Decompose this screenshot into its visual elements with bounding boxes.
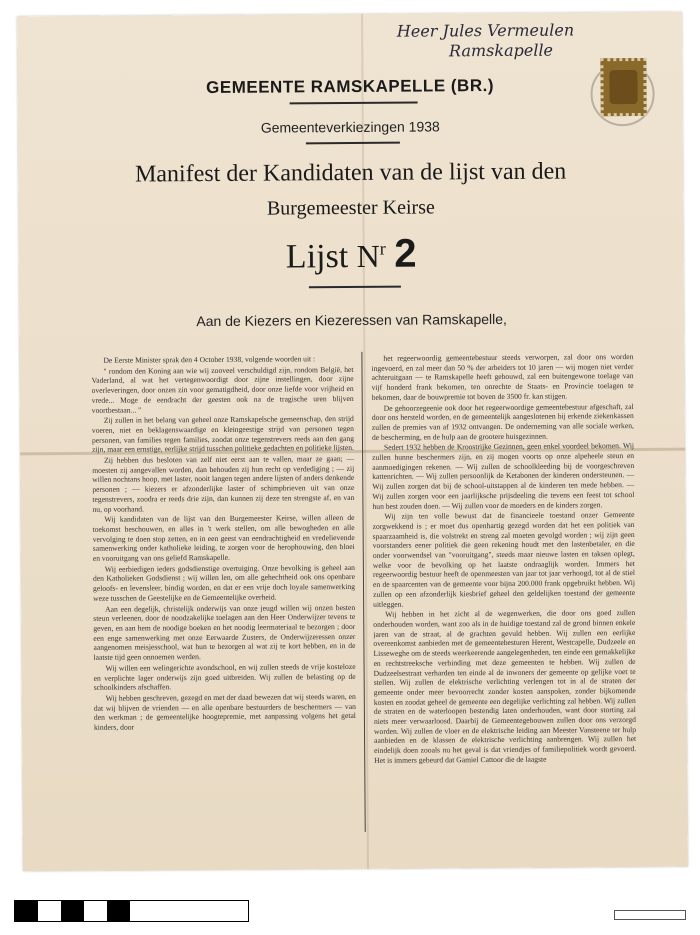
paragraph: het regeerwoordig gemeentebestuur steeds verworpen, zal door ons worden ingevoerd, en zal meer dan 50 % der arbeiders tot 10 jaren — wij mogen niet verder achteruitgaan — te Ramskapelle heeft gebouwd, zal een buitengewone toelage van vijf honderd frank bekomen, ten onrechte de Staats- en Provincie toelagen te bekomen, daar de bouwpremie tot boven de 3500 fr. kan stijgen. (371, 352, 634, 402)
paragraph: Wij willen een welingerichte avondschool, en wij zullen steeds de vrije kosteloze en verplichte lager onderwijs zijn goed uitbreiden. Wij zullen de belasting op de schoolkinders afschaffen. (93, 661, 356, 693)
paragraph: De gehoorzegeenie ook door het regeerwoordige gemeentebestuur afgeschaft, zal door ons hersteld worden, en de gemeentelijk aangeslotenen bij erkende ziekenkassen zullen de premies van af 1932 ontvangen. De onderneming van alle sociale werken, de bescherming, en de hulp aan de grootere huisgezinnen. (371, 401, 634, 442)
paragraph: Wij hebben geschreven, gezegd en met der daad bewezen dat wij steeds waren, en dat wij blijven de vrienden — en alle openbare bestuurders de beschermers — van den werkman ; de gemeentelijke hoogtepremie, met aanpassing volgens het getal kinders, door (93, 691, 356, 732)
title-rule (290, 102, 418, 105)
paragraph: Zij zullen in het belang van geheel onze Ramskapelsche gemeenschap, den strijd voeren, niet en beklagenswaardige en kleingeestige strijd van personen tegen personen, van families tegen families, zoodat onze tegenstrevers reeds aan den gang zijn, maar een ernstige, eerlijke strijd tusschen politieke gedachten en politieke lijsten. (91, 414, 355, 455)
paragraph: Aan een degelijk, christelijk onderwijs van onze jeugd willen wij onzen besten steun verleenen, door de noodzakelijke toelagen aan den Heer Onderwijzer tevens te geven, en aan hem de noodige boeken en het noodig leermateriaal te bezorgen ; door een enge samenwerking met onze Eerwaarde Zusters, de Onderwijzeressen onzer aangenomen meisjesschool, wat hun te bezorgen al wat zij te kort hebben, en in de laatste tijd geen onnoemen werden. (93, 602, 356, 662)
list-nr-sup: r (379, 238, 386, 259)
left-text-column (91, 354, 356, 834)
handwritten-address (397, 20, 575, 61)
list-nr: N (356, 237, 380, 274)
paragraph: De Eerste Minister sprak den 4 October 1938, volgende woorden uit : (103, 354, 316, 365)
paragraph: Wij zijn ten volle bewust dat de financieele toestand onzer Gemeente zorgwekkend is ; er moet dus openhartig gezegd worden dat het een politiek van spaarzaamheid is, die volstrekt en streng zal moeten gevolgd worden ; wij zijn geen voorstanders eener politiek die geen rekening houdt met den lastenbetaler, en die onder voorwendsel van "vooruitgang", steeds maar nieuwe lasten en taksen oplegt, welke voor de bevolking op het laatste ondraaglijk worden. Immers het regeerwoordig bestuur heeft de openmeesten van jaar tot jaar verhoogd, tot al de stiel en de spaarcenten van de gemeente voor bijna 200.000 frank opgebruikt hebben. Wij zullen op een afzonderlijk kiesbrief geheel den geldelijken toestand der gemeente uitleggen. (372, 510, 636, 609)
paragraph: Wij kandidaten van de lijst van den Burgemeester Keirse, willen alleen de toekomst beschouwen, en alles in 't werk stellen, om alle bewogheden en alle vervolging te doen stop zetten, en in een geest van eendrachtigheid en vredelievende samenwerking onder katholieke leiding, te zorgen voor de herophouwing, den bloei en vooruitgang van ons geliefd Ramskapelle. (92, 513, 355, 563)
mayor-heading: Burgemeester Keirse (266, 196, 435, 220)
paragraph: Wij hebben in het zicht al de wegenwerken, die door ons goed zullen onderhouden worden, want zoo als in de huidige toestand zal de grond binnen enkele jaren van de straat, al de grachten gevuld hebben. Wij zullen een eerlijke overeenkomst aanbieden met de gemeentebesturen Herent, Westcapelle, Dudzeele en Lisseweghe om de steeds weerkeerende aangelegenheden, ten einde een gemakkelijke en rechtstreeksche verbinding met deze gemeenten te hebben. Wij zullen de Dudzeelsestraat verharden ten einde al de inwoners der gemeente op gelijke voet te stellen. Wij zullen de elektrische verlichting verlengen tot in al de straten der gemeente onder meer bevoorrecht zonder kosten aanspoken, zonder bijkomende kosten en zoodat geheel de gemeente een degelijke verlichting zal hebben. Wij zullen de straten en de waterloopen bestendig laten onderhouden, want door storting zal niets meer verwaarloosd. Daarbij de Gemeentegebouwen zullen door ons verzorgd worden. Wij zullen de vloer en de elektrische leiding aan Meester Vansteene ter hulp aanbieden en de klassen de elektrische verlichting aanbrengen. Wij zullen het eindelijk doen zooals nu het geval is dat vriendjes of familiepolitiek wordt gevoerd. Het is immers gebeurd dat Gamiel Cattoor die de laagste (373, 608, 637, 765)
heading-rule (309, 286, 401, 289)
paragraph: " rondom den Koning aan wie wij zooveel verschuldigd zijn, rondom België, het Vaderland, al wat het vertegenwoordigt door zijne instellingen, door zijne overleveringen, door onzen zin voor gematigdheid, door onze liefde voor vrijheid en vrede... Moge de eendracht der geesten ook na de tragische uren blijven voortbestaan... " (91, 364, 354, 415)
handwriting-line-2: Ramskapelle (448, 40, 554, 61)
list-number-heading (19, 230, 684, 280)
list-prefix: Lijst (285, 238, 349, 276)
paragraph: Sedert 1932 hebben de Kroostrijke Gezinnen, geen enkel voordeel bekomen. Wij zullen hunne beschermers zijn, en zij mogen voorts op onze alpeheele steun en aanmoedigingen rekenen. — Wij zullen de schoolkleeding bij de voorgeschreven kattenrichten. — Wij zullen persoonlijk de Ketabonen der kinderen ondersteunen. — Wij zullen zorgen dat bij de school-uitstappen al de kinderen ten mede hebben. — Wij zullen zorgen voor een jaarlijksche prijsdeeling die tevens een feest tot school hun best zouden doen. — Wij zullen voor de moeders en de kinders zorgen. (372, 441, 635, 511)
paragraph: Zij hebben dus besloten van zelf niet eerst aan te vallen, maar ze gaan; — moesten zij aangevallen worden, dan behouden zij hun recht op verdediging ; — zij willen nochtans hoop, met laster, nooit langen tegen andere lijsten of anders denkende personen ; — kiezers er afzonderlijke laster of schimpbrieven uit van onze tegenstrevers, zoodra er reeds drie zijn, dan kunnen zij deze ten strengste af, en van nu, op voorhand. (92, 454, 355, 514)
subtitle-rule (306, 142, 400, 145)
list-number: 2 (394, 231, 417, 276)
handwriting-line-1: Heer Jules Vermeulen (396, 20, 575, 41)
paragraph: Wij eerbiedigen ieders godsdienstige overtuiging. Onze bevolking is geheel aan den Katholieken Godsdienst ; wij willen len, om alle gehechtheid ook ons openbare geloofs- en levensleer, bindig worden, en dat er een vrije doch loyale samenwerking weze tusschen de Geestelijke en de Gemeentelijke overheid. (92, 562, 356, 603)
scale-bar (14, 900, 249, 922)
right-text-column (371, 352, 636, 832)
archive-ruler (614, 910, 686, 920)
manifesto-sheet (17, 12, 688, 872)
municipality-title: GEMEENTE RAMSKAPELLE (BR.) (206, 76, 495, 98)
elections-subtitle: Gemeenteverkiezingen 1938 (260, 118, 440, 136)
address-line: Aan de Kiezers en Kiezeressen van Ramskapelle, (196, 310, 507, 330)
manifest-heading: Manifest der Kandidaten van de lijst van den (134, 158, 567, 188)
